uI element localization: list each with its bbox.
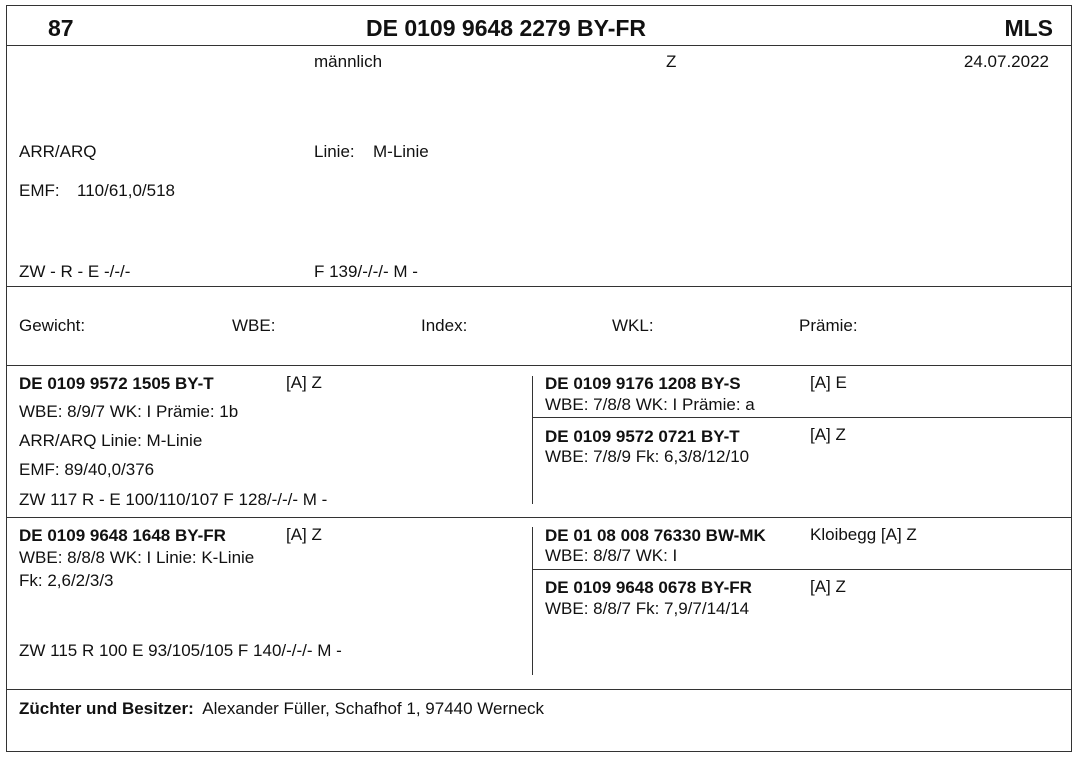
herdbook-mark: Z [666, 52, 677, 71]
sire-line-4: ZW 117 R - E 100/110/107 F 128/-/-/- M - [19, 490, 328, 509]
sire-sire-tags: [A] E [810, 373, 847, 392]
sire-sire-line-1: WBE: 7/8/8 WK: I Prämie: a [545, 395, 755, 414]
sire-dam-line-1: WBE: 7/8/9 Fk: 6,3/8/12/10 [545, 447, 750, 466]
animal-card [6, 5, 1072, 752]
dam-sire-id: DE 01 08 008 76330 BW-MK [545, 526, 766, 545]
breed-code: MLS [1004, 15, 1053, 41]
sire-line-3: EMF: 89/40,0/376 [19, 460, 155, 479]
header-divider [7, 45, 1071, 46]
sire-dam-id: DE 0109 9572 0721 BY-T [545, 427, 740, 446]
dam-dam-line-1: WBE: 8/8/7 Fk: 7,9/7/14/14 [545, 599, 750, 618]
zw-values: ZW - R - E -/-/- [19, 262, 131, 281]
dam-id: DE 0109 9648 1648 BY-FR [19, 526, 226, 545]
sire-dam-divider [7, 517, 1071, 518]
dam-dam-tags: [A] Z [810, 577, 846, 596]
emf-label: EMF: [19, 181, 60, 200]
sire-sire-id: DE 0109 9176 1208 BY-S [545, 374, 741, 393]
index-label: Index: [421, 316, 468, 335]
footer-divider [7, 689, 1071, 690]
praemie-label: Prämie: [799, 316, 858, 335]
breeder-owner-value: Alexander Füller, Schafhof 1, 97440 Werneck [202, 699, 545, 718]
sire-line-1: WBE: 8/9/7 WK: I Prämie: 1b [19, 402, 239, 421]
breeder-owner [19, 700, 544, 717]
wbe-label: WBE: [232, 316, 276, 335]
dam-dam-id: DE 0109 9648 0678 BY-FR [545, 578, 752, 597]
linie-label: Linie: [314, 142, 355, 161]
info-divider [7, 286, 1071, 287]
sex: männlich [314, 52, 383, 71]
sire-parents-divider [532, 417, 1071, 418]
emf-value: 110/61,0/518 [77, 181, 175, 200]
sire-line-2: ARR/ARQ Linie: M-Linie [19, 431, 203, 450]
dam-tags: [A] Z [286, 525, 322, 544]
animal-id: DE 0109 9648 2279 BY-FR [366, 15, 647, 41]
sire-tags: [A] Z [286, 373, 322, 392]
gewicht-label: Gewicht: [19, 316, 86, 335]
catalog-number: 87 [48, 15, 74, 41]
metrics-divider [7, 365, 1071, 366]
f-values: F 139/-/-/- M - [314, 262, 418, 281]
dam-line-2: Fk: 2,6/2/3/3 [19, 571, 114, 590]
dam-parents-divider [532, 569, 1071, 570]
scrapie-genotype: ARR/ARQ [19, 142, 97, 161]
dam-line-3: ZW 115 R 100 E 93/105/105 F 140/-/-/- M - [19, 641, 342, 660]
dam-column-divider [532, 527, 533, 675]
wkl-label: WKL: [612, 316, 654, 335]
sire-column-divider [532, 376, 533, 504]
sire-dam-tags: [A] Z [810, 425, 846, 444]
dam-sire-tags: Kloibegg [A] Z [810, 525, 917, 544]
breeder-owner-label: Züchter und Besitzer: [19, 699, 194, 718]
birth-date: 24.07.2022 [963, 52, 1049, 71]
dam-line-1: WBE: 8/8/8 WK: I Linie: K-Linie [19, 548, 255, 567]
dam-sire-line-1: WBE: 8/8/7 WK: I [545, 546, 678, 565]
linie-value: M-Linie [373, 142, 429, 161]
sire-id: DE 0109 9572 1505 BY-T [19, 374, 214, 393]
